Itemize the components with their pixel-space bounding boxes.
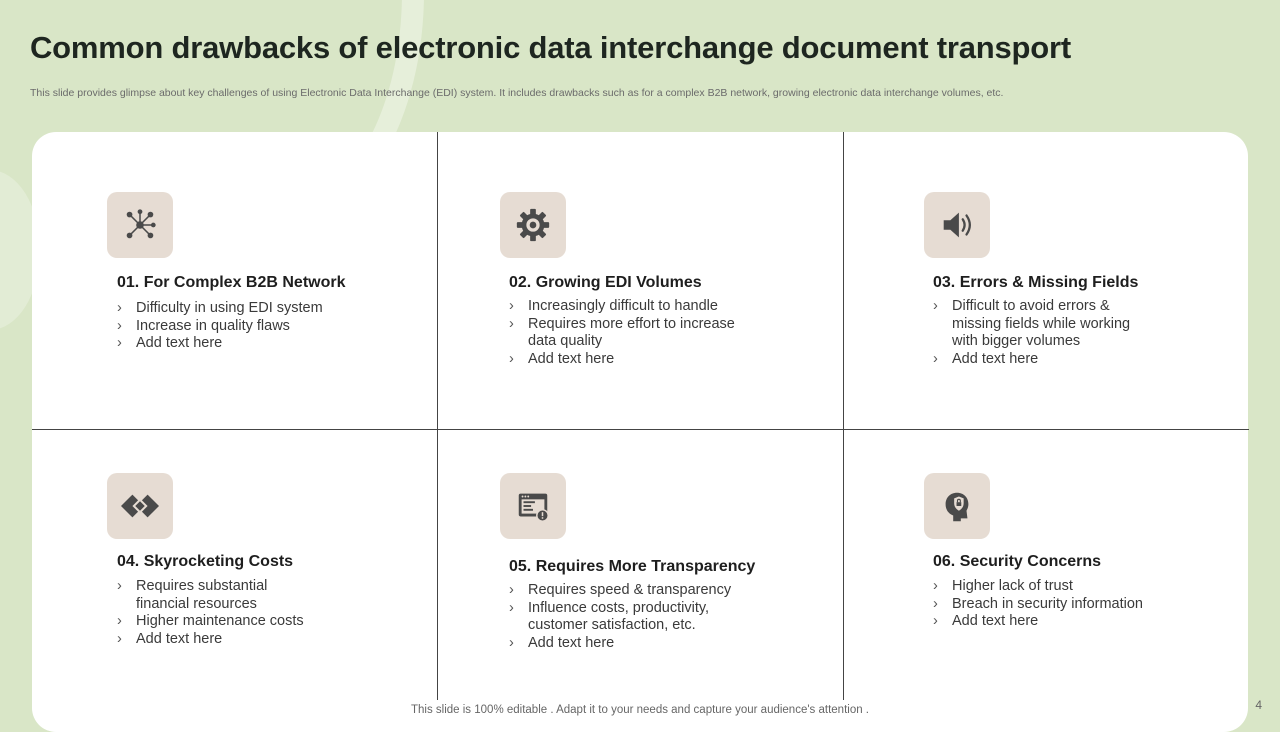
page-number: 4	[1255, 698, 1262, 712]
grid-divider-horizontal	[32, 429, 1249, 430]
bullet-item: › Add text here	[933, 351, 1138, 369]
bullet-item: › Breach in security information	[933, 596, 1173, 614]
card-bullets-errors-missing-fields	[933, 298, 1138, 368]
diamonds-icon	[107, 473, 173, 539]
bullet-item: › Increase in quality flaws	[117, 318, 357, 336]
head-shield-icon	[924, 473, 990, 539]
bullet-item: › Add text here	[933, 613, 1173, 631]
bullet-item: › Add text here	[509, 351, 749, 369]
speaker-icon	[924, 192, 990, 258]
bullet-item: › Requires substantial financial resources	[117, 578, 317, 613]
bullet-item: › Increasingly difficult to handle	[509, 298, 749, 316]
card-title-complex-b2b-network: 01. For Complex B2B Network	[117, 274, 346, 291]
card-title-errors-missing-fields: 03. Errors & Missing Fields	[933, 274, 1139, 291]
bullet-item: › Add text here	[117, 335, 357, 353]
card-title-security-concerns: 06. Security Concerns	[933, 553, 1102, 570]
bullet-item: › Higher maintenance costs	[117, 613, 317, 631]
slide-title: Common drawbacks of electronic data interchange document transport	[30, 30, 1071, 65]
network-icon	[107, 192, 173, 258]
bullet-item: › Difficult to avoid errors & missing fields while working with bigger volumes	[933, 298, 1138, 351]
grid-divider-vertical-1	[437, 132, 438, 700]
footer-note: This slide is 100% editable . Adapt it to your needs and capture your audience's attention .	[410, 704, 869, 716]
bullet-item: › Requires more effort to increase data quality	[509, 316, 749, 351]
card-bullets-security-concerns	[933, 578, 1173, 631]
bullet-item: › Influence costs, productivity, customer satisfaction, etc.	[509, 600, 739, 635]
bullet-item: › Add text here	[509, 635, 739, 653]
slide-subtitle: This slide provides glimpse about key challenges of using Electronic Data Interchange (EDI) system. It includes drawbacks such as for a complex B2B network, growing electronic data interchange volumes, etc.	[30, 87, 1004, 99]
card-title-requires-more-transparency: 05. Requires More Transparency	[509, 558, 756, 575]
bullet-item: › Requires speed & transparency	[509, 582, 739, 600]
card-bullets-skyrocketing-costs	[117, 578, 317, 648]
browser-warning-icon	[500, 473, 566, 539]
bullet-item: › Difficulty in using EDI system	[117, 300, 357, 318]
bullet-item: › Higher lack of trust	[933, 578, 1173, 596]
card-title-skyrocketing-costs: 04. Skyrocketing Costs	[117, 553, 294, 570]
bullet-item: › Add text here	[117, 631, 317, 649]
card-title-growing-edi-volumes: 02. Growing EDI Volumes	[509, 274, 702, 291]
card-bullets-requires-more-transparency	[509, 582, 739, 652]
card-bullets-complex-b2b-network	[117, 300, 357, 353]
card-bullets-growing-edi-volumes	[509, 298, 749, 368]
grid-divider-vertical-2	[843, 132, 844, 700]
gear-icon	[500, 192, 566, 258]
